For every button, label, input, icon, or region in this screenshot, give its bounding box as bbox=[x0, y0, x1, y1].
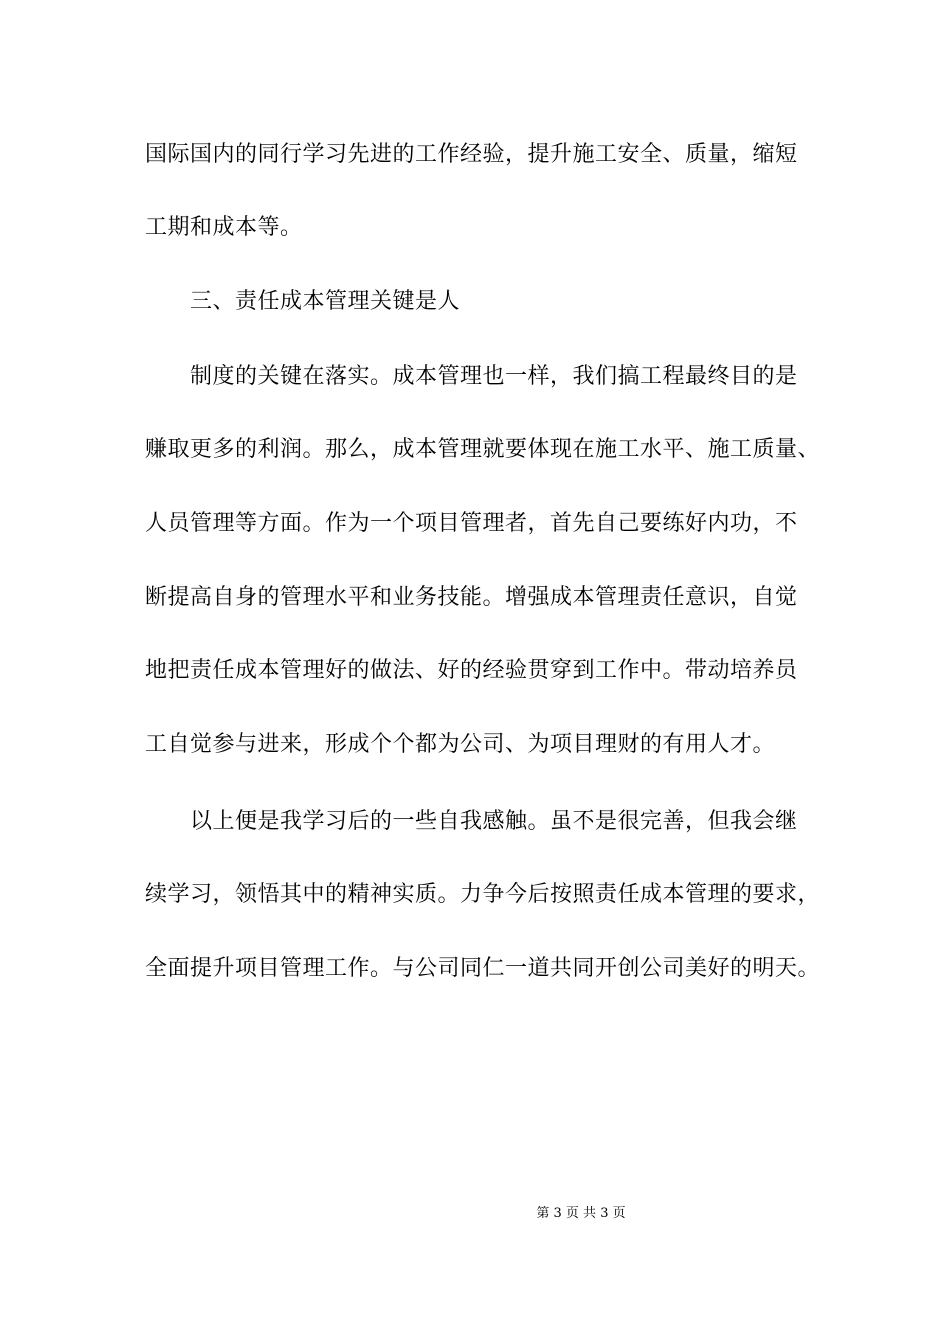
paragraph-2-line-3: 全面提升项目管理工作。与公司同仁一道共同开创公司美好的明天。 bbox=[145, 956, 821, 981]
text-line-continuation-2: 工期和成本等。 bbox=[145, 215, 303, 240]
paragraph-1-line-1: 制度的关键在落实。成本管理也一样，我们搞工程最终目的是 bbox=[190, 364, 798, 389]
paragraph-1-line-6: 工自觉参与进来，形成个个都为公司、为项目理财的有用人才。 bbox=[145, 732, 776, 757]
paragraph-1-line-4: 断提高自身的管理水平和业务技能。增强成本管理责任意识，自觉 bbox=[145, 585, 798, 610]
section-heading: 三、责任成本管理关键是人 bbox=[190, 289, 461, 314]
page-number-footer: 第 3 页 共 3 页 bbox=[536, 1206, 626, 1221]
text-line-continuation-1: 国际国内的同行学习先进的工作经验，提升施工安全、质量，缩短 bbox=[145, 142, 798, 167]
paragraph-1-line-5: 地把责任成本管理好的做法、好的经验贯穿到工作中。带动培养员 bbox=[145, 658, 798, 683]
paragraph-2-line-2: 续学习，领悟其中的精神实质。力争今后按照责任成本管理的要求， bbox=[145, 882, 821, 907]
paragraph-2-line-1: 以上便是我学习后的一些自我感触。虽不是很完善，但我会继 bbox=[190, 809, 798, 834]
paragraph-1-line-2: 赚取更多的利润。那么，成本管理就要体现在施工水平、施工质量、 bbox=[145, 437, 821, 462]
paragraph-1-line-3: 人员管理等方面。作为一个项目管理者，首先自己要练好内功，不 bbox=[145, 511, 798, 536]
